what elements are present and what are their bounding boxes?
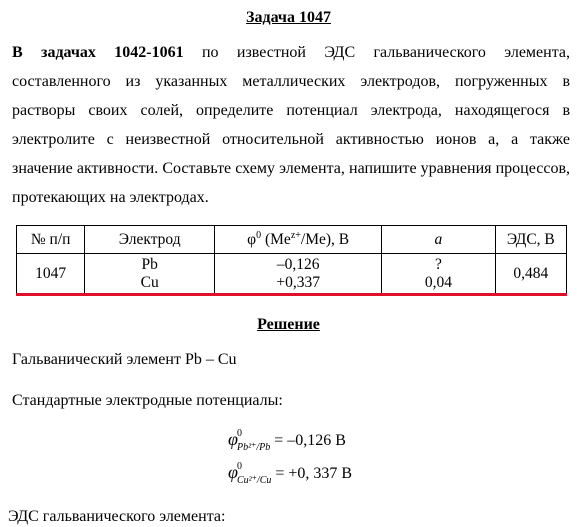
header-emf: ЭДС, В bbox=[495, 226, 566, 254]
solution-line-1: Гальванический элемент Pb – Cu bbox=[12, 351, 237, 368]
formula-pb-value: = –0,126 В bbox=[270, 432, 346, 449]
cell-num: 1047 bbox=[17, 254, 85, 295]
cell-electrode bbox=[85, 254, 215, 295]
header-activity: a bbox=[382, 226, 495, 254]
header-potential bbox=[215, 226, 382, 254]
header-potential-phi: φ bbox=[247, 230, 257, 248]
task-body: по известной ЭДС гальванического элемента, составленного из указанных металлических электродов, погруженных в растворы своих солей, определите потенциал электрода, находящегося в электролите с неизвестной относительной активностью ионов а, а также значение активности. Составьте схему элемента, напишите уравнения процессов, протекающих на электродах. bbox=[12, 44, 571, 206]
cell-activity-2: 0,04 bbox=[424, 273, 452, 291]
cell-activity-1: ? bbox=[434, 255, 442, 273]
table-header-row bbox=[17, 226, 567, 254]
formula-pb bbox=[228, 429, 346, 453]
data-table bbox=[16, 225, 567, 296]
formula-pb-phi: φ bbox=[228, 429, 238, 449]
table-row bbox=[17, 254, 567, 295]
cell-emf: 0,484 bbox=[495, 254, 566, 295]
formula-cu bbox=[228, 462, 352, 486]
solution-line-2: Стандартные электродные потенциалы: bbox=[12, 392, 283, 409]
formula-cu-value: = +0, 337 В bbox=[271, 465, 353, 482]
formula-pb-sub: Pb²⁺/Pb bbox=[236, 442, 271, 453]
header-potential-charge: z+ bbox=[290, 229, 301, 241]
formula-pb-sup: 0 bbox=[236, 428, 242, 439]
header-potential-post: /Me), В bbox=[300, 230, 350, 248]
formula-cu-phi: φ bbox=[228, 462, 238, 482]
cell-electrode-2: Cu bbox=[140, 273, 159, 291]
cell-electrode-1: Pb bbox=[141, 255, 158, 273]
header-potential-mid: (Me bbox=[261, 230, 291, 248]
formula-cu-sub: Cu²⁺/Cu bbox=[236, 475, 272, 486]
cell-potential-1: –0,126 bbox=[276, 255, 320, 273]
cell-potential bbox=[215, 254, 382, 295]
formula-cu-sup: 0 bbox=[236, 461, 242, 472]
header-potential-sup: 0 bbox=[256, 229, 262, 241]
header-num: № п/п bbox=[17, 226, 85, 254]
cell-potential-2: +0,337 bbox=[276, 273, 320, 291]
cell-activity bbox=[382, 254, 495, 295]
task-title: Задача 1047 bbox=[246, 9, 331, 26]
header-electrode: Электрод bbox=[85, 226, 215, 254]
solution-title: Решение bbox=[257, 316, 320, 333]
task-bold-prefix: В задачах 1042-1061 bbox=[12, 44, 184, 61]
solution-line-3: ЭДС гальванического элемента: bbox=[8, 508, 226, 525]
task-text bbox=[12, 38, 570, 212]
